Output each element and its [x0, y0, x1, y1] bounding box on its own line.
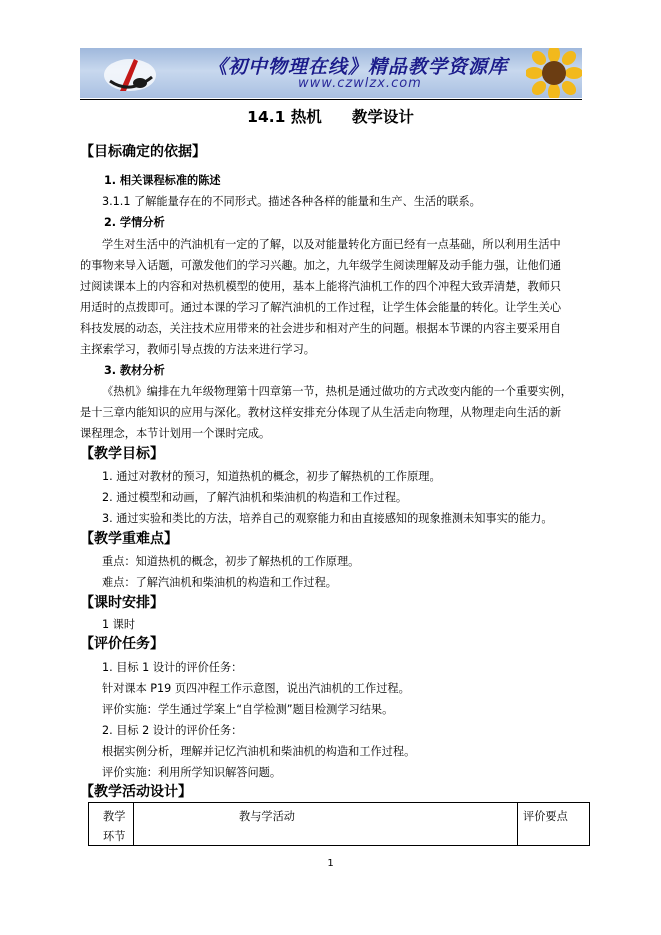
- document-title-suffix: 教学设计: [351, 108, 414, 126]
- section-heading-goals: 【教学目标】: [80, 446, 164, 462]
- activity-table: [88, 802, 590, 846]
- evaluation-item: 针对课本 P19 页四冲程工作示意图，说出汽油机的工作过程。: [102, 682, 410, 695]
- evaluation-item: 评价实施：利用所学知识解答问题。: [102, 766, 282, 779]
- table-cell-activities: [133, 803, 518, 845]
- subheading-curriculum-standard: 1. 相关课程标准的陈述: [104, 174, 221, 187]
- section-heading-evaluation: 【评价任务】: [80, 636, 164, 652]
- hours-text: 1 课时: [102, 618, 136, 631]
- document-title-main: 14.1 热机: [247, 108, 322, 126]
- paragraph-line: 是十三章内能知识的应用与深化。教材这样安排充分体现了从生活走向物理，从物理走向生活的新: [80, 406, 562, 419]
- paragraph-line: 用适时的点拨即可。通过本课的学习了解汽油机的工作过程，让学生体会能量的转化。让学生关心: [80, 301, 562, 314]
- table-header-evaluation: 评价要点: [523, 810, 568, 823]
- paragraph-line: 《热机》编排在九年级物理第十四章第一节，热机是通过做功的方式改变内能的一个重要实例，: [102, 385, 572, 398]
- paragraph-line: 过阅读课本上的内容和对热机模型的使用，基本上能将汽油机工作的四个冲程大致弄清楚，教师只: [80, 280, 562, 293]
- key-point-item: 重点：知道热机的概念，初步了解热机的工作原理。: [102, 555, 360, 568]
- subheading-student-analysis: 2. 学情分析: [104, 216, 165, 229]
- paragraph-line: 课程理念，本节计划用一个课时完成。: [80, 427, 271, 440]
- paragraph-line: 的事物来导入话题，可激发他们的学习兴趣。加之，九年级学生阅读理解及动手能力强，让他们通: [80, 259, 562, 272]
- paragraph-line: 学生对生活中的汽油机有一定的了解，以及对能量转化方面已经有一点基础，所以利用生活中: [102, 238, 561, 251]
- section-heading-activity: 【教学活动设计】: [80, 784, 192, 800]
- site-logo-icon: [100, 51, 160, 95]
- table-header-activities: 教与学活动: [239, 810, 295, 823]
- table-header-stage: [103, 807, 125, 847]
- document-title: [0, 105, 661, 127]
- subheading-textbook-analysis: 3. 教材分析: [104, 364, 165, 377]
- evaluation-item: 根据实例分析，理解并记忆汽油机和柴油机的构造和工作过程。: [102, 745, 416, 758]
- table-header-stage-line2: 环节: [103, 830, 126, 843]
- evaluation-item: 1. 目标 1 设计的评价任务：: [102, 661, 243, 674]
- section-heading-key-points: 【教学重难点】: [80, 531, 178, 547]
- evaluation-item: 2. 目标 2 设计的评价任务：: [102, 724, 243, 737]
- goal-item: 3. 通过实验和类比的方法，培养自己的观察能力和由直接感知的现象推测未知事实的能力。: [102, 512, 553, 525]
- banner-title: 《初中物理在线》精品教学资源库: [208, 56, 509, 78]
- paragraph-line: 主探索学习，教师引导点拨的方法来进行学习。: [80, 343, 315, 356]
- table-header-stage-line1: 教学: [103, 810, 126, 823]
- section-heading-hours: 【课时安排】: [80, 595, 164, 611]
- curriculum-standard-text: 3.1.1 了解能量存在的不同形式。描述各种各样的能量和生产、生活的联系。: [102, 195, 481, 208]
- section-heading-basis: 【目标确定的依据】: [80, 144, 206, 160]
- key-point-item: 难点：了解汽油机和柴油机的构造和工作过程。: [102, 576, 337, 589]
- sunflower-icon: [526, 48, 582, 98]
- header-banner: [80, 48, 582, 98]
- goal-item: 2. 通过模型和动画，了解汽油机和柴油机的构造和工作过程。: [102, 491, 408, 504]
- header-rule: [80, 99, 582, 100]
- page-number: 1: [327, 858, 334, 869]
- goal-item: 1. 通过对教材的预习，知道热机的概念，初步了解热机的工作原理。: [102, 470, 441, 483]
- paragraph-line: 科技发展的动态，关注技术应用带来的社会进步和相对产生的问题。根据本节课的内容主要采用自: [80, 322, 562, 335]
- evaluation-item: 评价实施：学生通过学案上“自学检测”题目检测学习结果。: [102, 703, 394, 716]
- table-cell-stage: [89, 803, 134, 845]
- banner-url: www.czwlzx.com: [298, 76, 422, 91]
